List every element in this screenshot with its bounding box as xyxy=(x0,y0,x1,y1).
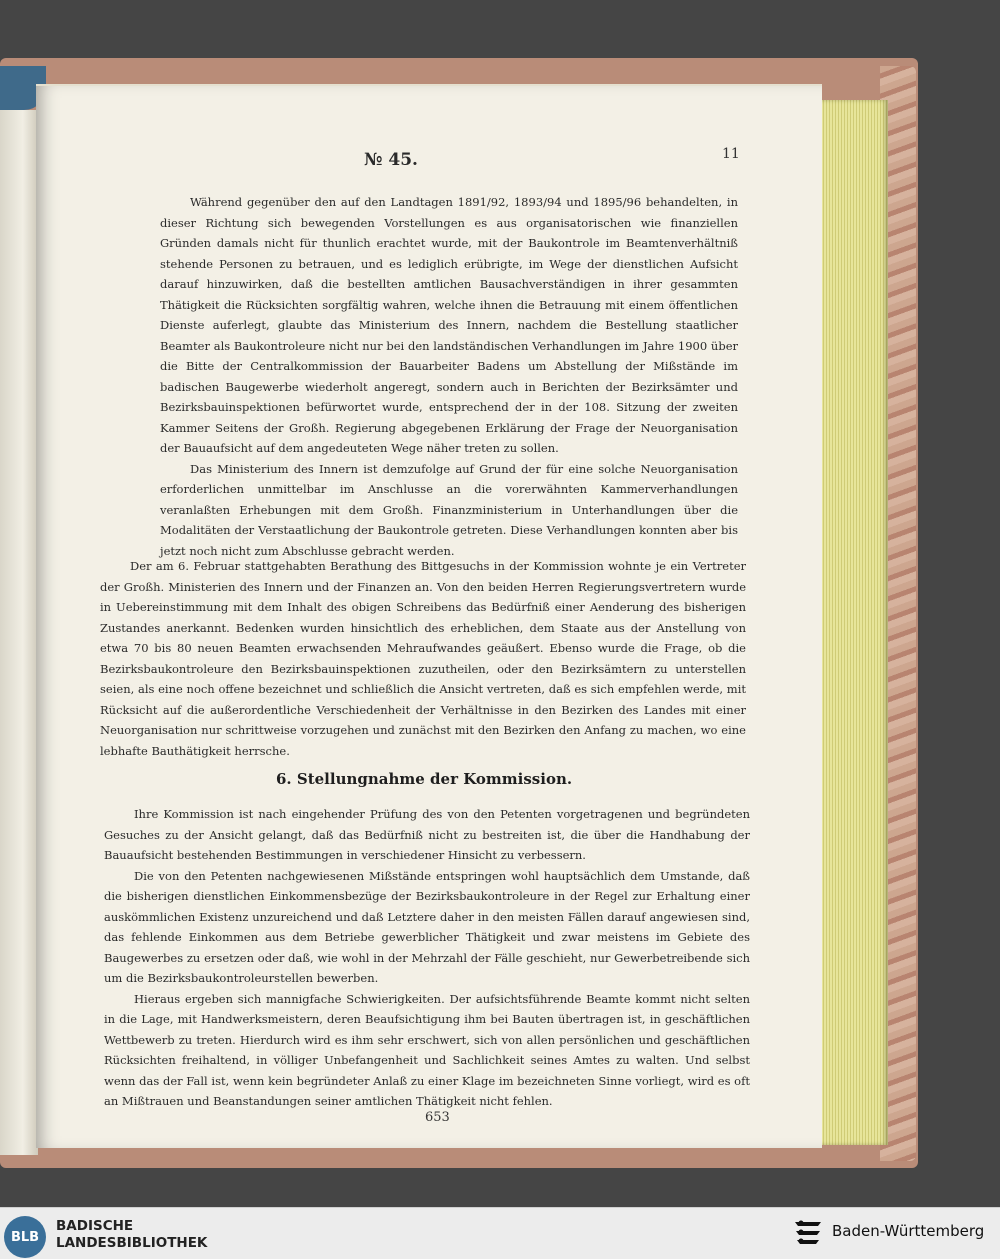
paragraph: Das Ministerium des Innern ist demzufolge auf Grund der für eine solche Neuorganisation erforderlichen unmittelbar im Anschlusse an die vorerwähnten Kammerverhandlungen veranlaßten Erhebungen mit dem Großh. Finanzministerium in Unterhandlungen über die Modalitäten der Verstaatlichung der Baukontrole getreten. Diese Verhandlungen konnten aber bis jetzt noch nicht zum Abschlusse gebracht werden. xyxy=(160,461,738,558)
state-label[interactable]: Baden-Württemberg xyxy=(832,1222,985,1240)
page-number: 11 xyxy=(722,146,740,162)
library-name-line2: LANDESBIBLIOTHEK xyxy=(56,1235,208,1251)
section-heading: 6. Stellungnahme der Kommission. xyxy=(276,770,573,788)
text-block-bottom xyxy=(104,804,750,1112)
text-block-middle xyxy=(100,556,746,761)
paragraph: Hieraus ergeben sich mannigfache Schwierigkeiten. Der aufsichtsführende Beamte kommt nicht selten in die Lage, mit Handwerksmeistern, deren Beaufsichtigung ihm bei Bauten übertragen ist, in geschäftlichen Wettbewerb zu treten. Hierdurch wird es ihm sehr erschwert, sich von allen persönlichen und geschäftlichen Rücksichten freihaltend, in völliger Unbefangenheit und Sachlichkeit seines Amtes zu walten. Und selbst wenn das der Fall ist, wenn kein begründeter Anlaß zu einer Klage im bezeichneten Sinne vorliegt, wird es oft an Mißtrauen und Beanstandungen seiner amtlichen Thätigkeit nicht fehlen. xyxy=(104,991,750,1108)
document-number: № 45. xyxy=(364,150,418,170)
viewer-footer xyxy=(0,1207,1000,1259)
left-page-edge xyxy=(0,110,38,1155)
text-block-top xyxy=(160,192,738,561)
footer-page-number: 653 xyxy=(425,1110,450,1125)
paragraph: Ihre Kommission ist nach eingehender Prüfung des von den Petenten vorgetragenen und begründeten Gesuches zu der Ansicht gelangt, daß das Bedürfniß nicht zu bestreiten ist, die über die Handhabung der Bauaufsicht bestehenden Bestimmungen in verschiedener Hinsicht zu verbessern. xyxy=(104,807,750,862)
page-edges xyxy=(812,100,888,1145)
lions-icon xyxy=(792,1216,824,1252)
paragraph: Der am 6. Februar stattgehabten Berathung des Bittgesuchs in der Kommission wohnte je ein Vertreter der Großh. Ministerien des Innern und der Finanzen an. Von den beiden Herren Regierungsvertretern wurde in Uebereinstimmung mit dem Inhalt des obigen Schreibens das Bedürfniß einer Aenderung des bisherigen Zustandes anerkannt. Bedenken wurden hinsichtlich des erheblichen, dem Staate aus der Anstellung von etwa 70 bis 80 neuen Beamten erwachsenden Mehraufwandes geäußert. Ebenso wurde die Frage, ob die Bezirksbaukontroleure den Bezirksbauinspektionen zuzutheilen, oder den Bezirksämtern zu unterstellen seien, als eine noch offene bezeichnet und schließlich die Ansicht vertreten, daß es sich empfehlen werde, mit Rücksicht auf die außerordentliche Verschiedenheit der Verhältnisse in den Bezirken des Landes mit einer Neuorganisation nur schrittweise vorzugehen und zunächst mit den Bezirken den Anfang zu machen, wo eine lebhafte Bauthätigkeit herrsche. xyxy=(100,559,746,758)
library-name-line1: BADISCHE xyxy=(56,1218,134,1234)
library-name[interactable] xyxy=(56,1218,207,1252)
paragraph: Die von den Petenten nachgewiesenen Mißstände entspringen wohl hauptsächlich dem Umstande, daß die bisherigen dienstlichen Einkommensbezüge der Bezirksbaukontroleure in der Regel zur Erhaltung einer auskömmlichen Existenz unzureichend und daß Letztere daher in den meisten Fällen darauf angewiesen sind, das fehlende Einkommen aus dem Betriebe gewerblicher Thätigkeit und zwar meistens im Gebiete des Baugewerbes zu ersetzen oder daß, wie wohl in der Mehrzahl der Fälle geschieht, nur Gewerbetreibende sich um die Bezirksbaukontroleurstellen bewerben. xyxy=(104,868,750,985)
paragraph: Während gegenüber den auf den Landtagen 1891/92, 1893/94 und 1895/96 behandelten, in dieser Richtung sich bewegenden Vorstellungen es aus organisatorischen wie finanziellen Gründen damals nicht für thunlich erachtet wurde, mit der Baukontrole im Beamtenverhältniß stehende Personen zu betrauen, und es lediglich erübrigte, im Wege der dienstlichen Aufsicht darauf hinzuwirken, daß die bestellten amtlichen Bausachverständigen in ihrer gesammten Thätigkeit die Rücksichten sorgfältig wahren, welche ihnen die Betrauung mit einem öffentlichen Dienste auferlegt, glaubte das Ministerium des Innern, nachdem die Bestellung staatlicher Beamter als Baukontroleure nicht nur bei den landständischen Verhandlungen im Jahre 1900 über die Bitte der Centralkommission der Bauarbeiter Badens um Abstellung der Mißstände im badischen Baugewerbe wiederholt angeregt, sondern auch in Berichten der Bezirksämter und Bezirksbauinspektionen befürwortet wurde, entsprechend der in der 108. Sitzung der zweiten Kammer Seitens der Großh. Regierung abgegebenen Erklärung der Frage der Neuorganisation der Bauaufsicht auf dem angedeuteten Wege näher treten zu sollen. xyxy=(160,195,738,455)
blb-logo[interactable]: BLB xyxy=(4,1216,46,1258)
